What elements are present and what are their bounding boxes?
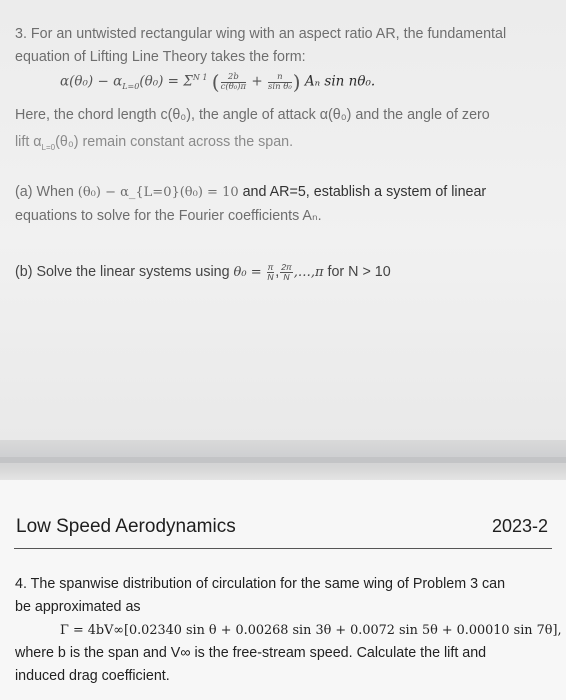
equation-lhs: α(θ₀) − α	[60, 73, 123, 90]
part-a-end: and AR=5, establish a system of linear	[242, 184, 487, 200]
problem4-line1: 4. The spanwise distribution of circulation for the same wing of Problem 3 can	[15, 576, 506, 592]
part-b-start: (b) Solve the linear systems using	[15, 264, 230, 280]
part-b-fraction2	[280, 263, 292, 282]
here-line2-end: (θ₀) remain constant across the span.	[55, 134, 294, 150]
circulation-equation: Γ = 4bV∞[0.02340 sin θ + 0.00268 sin 3θ + 0.0072 sin 5θ + 0.00010 sin 7θ],	[60, 623, 562, 638]
header-rule	[14, 548, 552, 549]
fraction-2b-den: c(θ₀)π	[220, 81, 247, 92]
fraction-n-den: sin θ₀	[268, 81, 292, 92]
course-title: Low Speed Aerodynamics	[16, 516, 236, 537]
lifting-line-equation: $\alpha(\theta_0) - \alpha_{L=0}(\theta_0) = \Sigma^{N 1}$ ( $\frac{2b}{\text{c(θ₀)π}}$ + $\frac{n}{\text{sin θ₀}}$ ) Aₙ sin nθ₀.	[60, 70, 376, 94]
part-a-line2: equations to solve for the Fourier coefficients Aₙ.	[15, 208, 322, 224]
part-a-line1	[15, 182, 486, 203]
problem3-intro-line1: 3. For an untwisted rectangular wing with an aspect ratio AR, the fundamental	[15, 26, 507, 42]
equation-lhs-subscript: L=0	[122, 82, 140, 92]
part-b-tail: ,…,π	[293, 265, 324, 280]
part-b-f1-den: N	[267, 271, 274, 282]
part-b-f2-den: N	[283, 271, 290, 282]
here-line2-start: lift α	[15, 134, 42, 150]
problem3-here-line1: Here, the chord length c(θ₀), the angle of attack α(θ₀) and the angle of zero	[15, 107, 490, 123]
here-line2-subscript: L=0	[41, 142, 56, 152]
right-paren: )	[292, 70, 301, 94]
fraction-n	[268, 73, 292, 92]
problem4-line3: where b is the span and V∞ is the free-stream speed. Calculate the lift and	[15, 645, 487, 661]
part-a-start: (a) When	[15, 184, 74, 200]
page-divider	[0, 440, 566, 480]
fraction-n-num: n	[268, 73, 292, 83]
part-b-fraction1	[267, 263, 275, 282]
problem4-line4: induced drag coefficient.	[15, 668, 170, 684]
part-b-f1-num: π	[267, 261, 274, 272]
equation-sum-limits: N 1	[192, 73, 208, 82]
term-label: 2023-2	[491, 516, 548, 536]
left-paren: (	[211, 70, 220, 94]
equation-lhs-end: (θ₀) = Σ	[139, 73, 193, 90]
part-b-theta: θ₀ =	[233, 265, 262, 280]
problem3-here-line2	[15, 132, 293, 158]
part-b-end: for N > 10	[327, 264, 391, 280]
fraction-2b-num: 2b	[221, 73, 247, 83]
equation-rhs: Aₙ sin nθ₀.	[304, 73, 376, 90]
problem3-intro-line2: equation of Lifting Line Theory takes the form:	[15, 49, 306, 65]
fraction-2b	[221, 73, 247, 92]
part-b-f2-num: 2π	[281, 261, 292, 272]
part-b-line: (b) Solve the linear systems using θ₀ = $\frac{\pi}{N}$ , $\frac{2\pi}{N}$ ,…,π for N > 10	[15, 261, 391, 282]
part-a-condition: (θ₀) − α_{L=0}(θ₀) = 10	[77, 185, 239, 200]
problem4-line2: be approximated as	[15, 599, 141, 615]
